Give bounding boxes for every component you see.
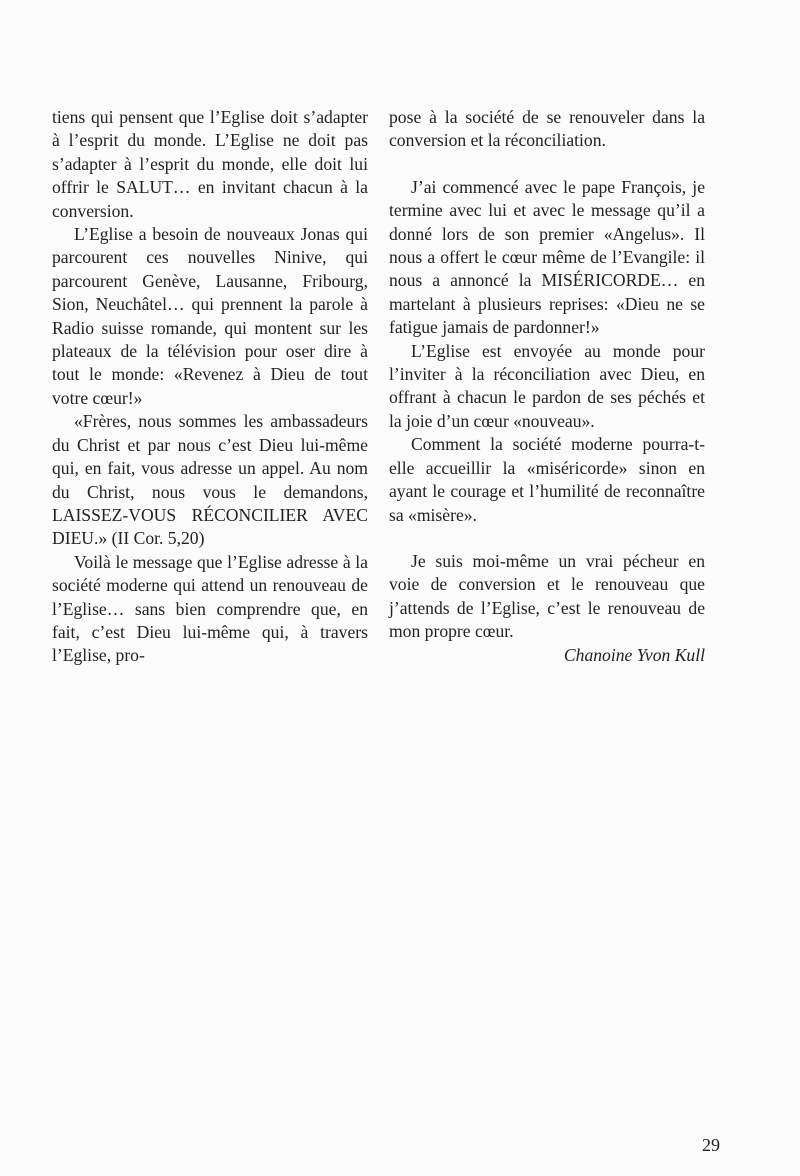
paragraph: pose à la société de se renouveler dans la conversion et la réconciliation. xyxy=(389,107,705,151)
paragraph: Comment la société moderne pourra-t-elle accueillir la «miséricorde» sinon en ayant le courage et l’humilité de reconnaître sa «misère». xyxy=(389,434,705,525)
left-column xyxy=(52,106,368,668)
paragraph: Voilà le message que l’Eglise adresse à la société moderne qui attend un renouveau de l’Eglise… sans bien comprendre que, en fait, c’est Dieu lui-même qui, à travers l’Eglise, pro- xyxy=(52,551,368,666)
paragraph: J’ai commencé avec le pape François, je termine avec lui et avec le message qu’il a donné lors de son premier «Angelus». Il nous a offert le cœur même de l’Evangile: il nous a annoncé la MISÉRICORDE… en martelant à plusieurs reprises: «Dieu ne se fatigue jamais de pardonner!» xyxy=(389,176,705,338)
paragraph: tiens qui pensent que l’Eglise doit s’adapter à l’esprit du monde. L’Eglise ne doit pas s’adapter à l’esprit du monde, elle doit lui offrir le SALUT… en invitant chacun à la conversion. xyxy=(52,107,368,221)
page-number: 29 xyxy=(702,1135,720,1155)
author-signature: Chanoine Yvon Kull xyxy=(563,644,705,665)
paragraph: L’Eglise a besoin de nouveaux Jonas qui parcourent ces nouvelles Ninive, qui parcourent Genève, Lausanne, Fribourg, Sion, Neuchâtel… qui prennent la parole à Radio suisse romande, qui montent sur les plateaux de la télévision pour oser dire à tout le monde: «Revenez à Dieu de tout votre cœur!» xyxy=(52,224,368,408)
paragraph: «Frères, nous sommes les ambassadeurs du Christ et par nous c’est Dieu lui-même qui, en fait, vous adresse un appel. Au nom du Christ, nous vous le demandons, LAISSEZ-VOUS RÉCONCILIER AVEC DIEU.» (II Cor. 5,20) xyxy=(52,411,368,549)
right-column xyxy=(389,106,705,667)
paragraph: Je suis moi-même un vrai pécheur en voie de conversion et le renouveau que j’attends de l’Eglise, c’est le renouveau de mon propre cœur. xyxy=(389,550,705,642)
paragraph: L’Eglise est envoyée au monde pour l’inviter à la réconciliation avec Dieu, en offrant à chacun le pardon de ses péchés et la joie d’un cœur «nouveau». xyxy=(389,340,705,431)
